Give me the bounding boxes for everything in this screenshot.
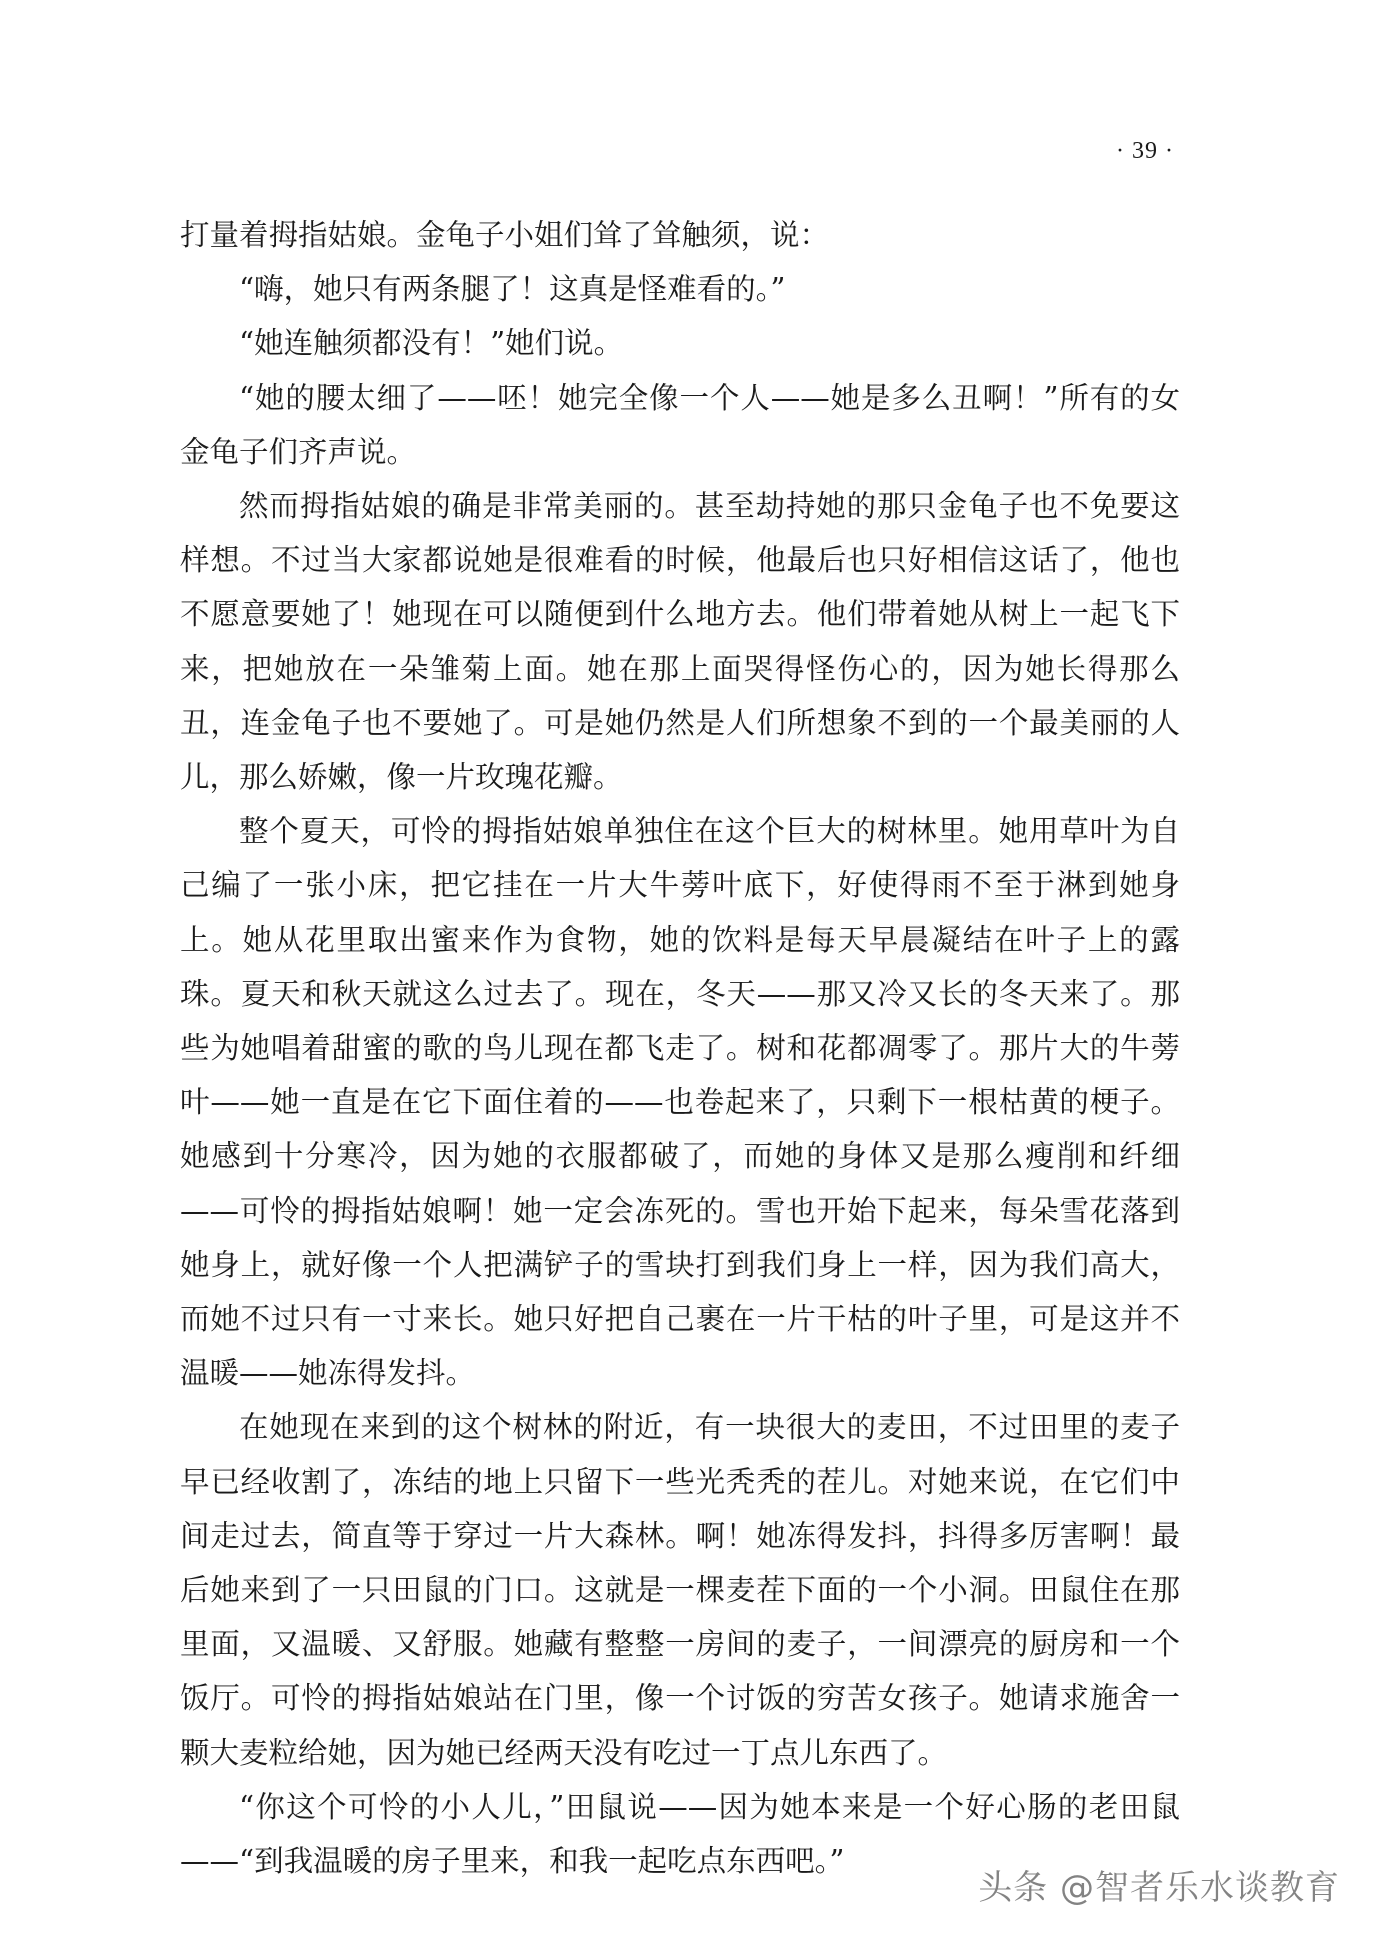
paragraph: “她连触须都没有！”她们说。 [239,326,624,361]
page-number: · 39 · [1116,138,1174,164]
paragraph: 在她现在来到的这个树林的附近，有一块很大的麦田，不过田里的麦子早已经收割了，冻结的地上只留下一些光秃秃的茬儿。对她来说，在它们中间走过去，简直等于穿过一片大森林。啊！她冻得发抖，抖得多厉害啊！最后她来到了一只田鼠的门口。这就是一棵麦茬下面的一个小洞。田鼠住在那里面，又温暖、又舒服。她藏有整整一房间的麦子，一间漂亮的厨房和一个饭厅。可怜的拇指姑娘站在门里，像一个讨饭的穷苦女孩子。她请求施舍一颗大麦粒给她，因为她已经两天没有吃过一丁点儿东西了。 [180,1410,1180,1770]
paragraph: 然而拇指姑娘的确是非常美丽的。甚至劫持她的那只金龟子也不免要这样想。不过当大家都说她是很难看的时候，他最后也只好相信这话了，他也不愿意要她了！她现在可以随便到什么地方去。他们带着她从树上一起飞下来，把她放在一朵雏菊上面。她在那上面哭得怪伤心的，因为她长得那么丑，连金龟子也不要她了。可是她仍然是人们所想象不到的一个最美丽的人儿，那么娇嫩，像一片玫瑰花瓣。 [180,489,1180,795]
paragraph: 打量着拇指姑娘。金龟子小姐们耸了耸触须，说： [180,218,830,252]
paragraph: 整个夏天，可怜的拇指姑娘单独住在这个巨大的树林里。她用草叶为自己编了一张小床，把它挂在一片大牛蒡叶底下，好使得雨不至于淋到她身上。她从花里取出蜜来作为食物，她的饮料是每天早晨凝结在叶子上的露珠。夏天和秋天就这么过去了。现在，冬天——那又冷又长的冬天来了。那些为她唱着甜蜜的歌的鸟儿现在都飞走了。树和花都凋零了。那片大的牛蒡叶——她一直是在它下面住着的——也卷起来了，只剩下一根枯黄的梗子。她感到十分寒冷，因为她的衣服都破了，而她的身体又是那么瘦削和纤细——可怜的拇指姑娘啊！她一定会冻死的。雪也开始下起来，每朵雪花落到她身上，就好像一个人把满铲子的雪块打到我们身上一样，因为我们高大，而她不过只有一寸来长。她只好把自己裹在一片干枯的叶子里，可是这并不温暖——她冻得发抖。 [180,814,1180,1391]
paragraph: “她的腰太细了——呸！她完全像一个人——她是多么丑啊！”所有的女金龟子们齐声说。 [180,380,1180,469]
watermark: 头条 @智者乐水谈教育 [978,1868,1340,1908]
paragraph: “你这个可怜的小人儿，”田鼠说——因为她本来是一个好心肠的老田鼠——“到我温暖的房子里来，和我一起吃点东西吧。” [180,1789,1180,1879]
body-text [180,208,1180,1888]
paragraph: “嗨，她只有两条腿了！这真是怪难看的。” [239,272,786,307]
